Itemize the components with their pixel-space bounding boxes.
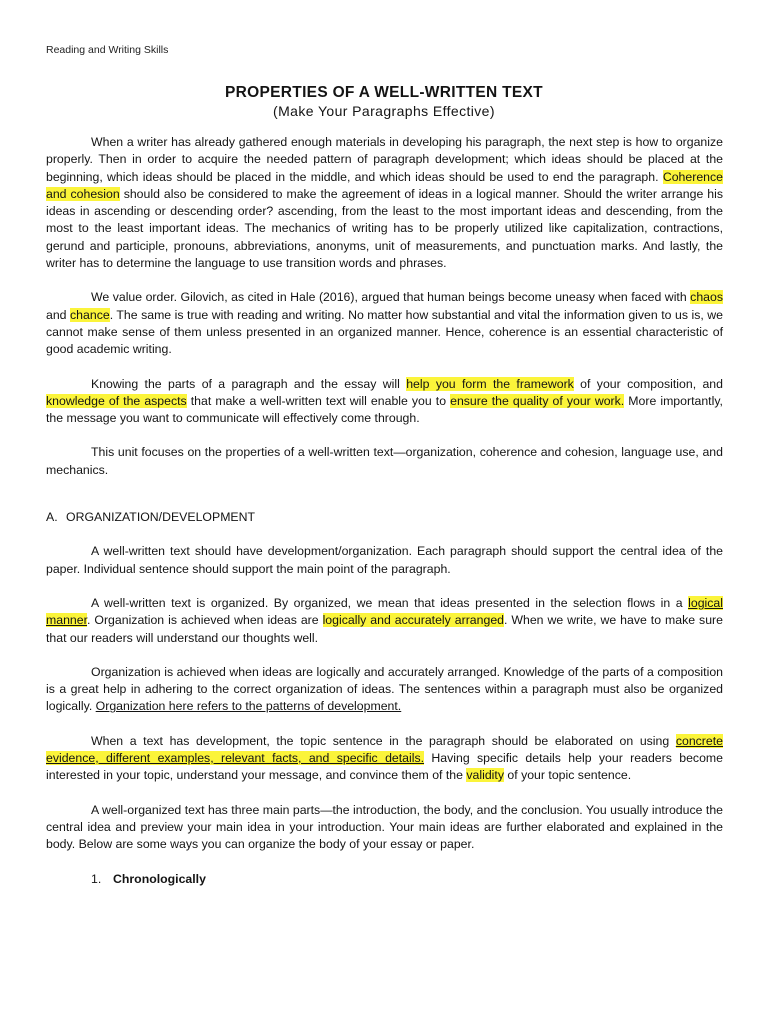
list-number: 1. <box>91 871 102 886</box>
highlight-chaos: chaos <box>690 290 723 305</box>
document-title: PROPERTIES OF A WELL-WRITTEN TEXT <box>225 84 543 101</box>
highlight-coherence-cohesion: Coherence and cohesion <box>46 169 723 201</box>
highlight-logically-arranged: logically and accurately arranged <box>322 613 504 628</box>
section-a-paragraph-5: A well-organized text has three main parts—the introduction, the body, and the conclusion. You usually introduce the central idea and preview your main idea in your introduction. Your main ideas are further elaborated and explained in the body. Below are some ways you can organize the body of your essay or paper. <box>46 802 723 852</box>
highlight-knowledge-aspects: knowledge of the aspects <box>46 393 187 408</box>
intro-paragraph-3: Knowing the parts of a paragraph and the essay will help you form the framework of your composition, and knowledge of the aspects that make a well-written text will enable you to ensure the quality of your work. More importantly, the message you want to communicate will effectively come through. <box>46 376 723 426</box>
underline-patterns-development: Organization here refers to the patterns of development. <box>95 699 402 714</box>
highlight-quality-work: ensure the quality of your work. <box>450 393 625 408</box>
section-a-heading <box>46 509 723 526</box>
intro-paragraph-2: We value order. Gilovich, as cited in Hale (2016), argued that human beings become uneasy when faced with chaos and chance. The same is true with reading and writing. No matter how substantial and vital the information given to us is, we cannot make sense of them unless presented in an organized manner. Hence, coherence is an essential characteristic of good academic writing. <box>46 290 723 357</box>
section-title: ORGANIZATION/DEVELOPMENT <box>66 510 256 525</box>
running-head: Reading and Writing Skills <box>46 44 169 56</box>
highlight-validity: validity <box>466 768 504 783</box>
highlight-framework: help you form the framework <box>406 376 574 391</box>
section-a-paragraph-4: When a text has development, the topic sentence in the paragraph should be elaborated on using concrete evidence, different examples, relevant facts, and specific details. Having specific details help your readers become interested in your topic, understand your message, and convince them of the validity of your topic sentence. <box>46 733 723 783</box>
list-label: Chronologically <box>113 871 206 886</box>
section-a-paragraph-1: A well-written text should have development/organization. Each paragraph should support the central idea of the paper. Individual sentence should support the main point of the paragraph. <box>46 544 723 576</box>
section-a-paragraph-3: Organization is achieved when ideas are logically and accurately arranged. Knowledge of the parts of a composition is a great help in adhering to the correct organization of ideas. The sentences within a paragraph must also be organized logically. Organization here refers to the patterns of development. <box>46 664 723 714</box>
document-body <box>46 134 723 888</box>
intro-paragraph-1: When a writer has already gathered enough materials in developing his paragraph, the next step is how to organize properly. Then in order to acquire the needed pattern of paragraph development; which ideas should be placed at the beginning, which ideas should be placed in the middle, and which ideas should be used to end the paragraph. Coherence and cohesion should also be considered to make the agreement of ideas in a logical manner. Should the writer arrange his ideas in ascending or descending order? ascending, from the least to the most important ideas and descending, from the most to the least important ideas. The mechanics of writing has to be properly utilized like capitalization, contractions, gerund and participle, pronouns, abbreviations, anonyms, unit of measurements, and punctuation marks. And lastly, the writer has to determine the language to use transition words and phrases. <box>46 135 723 271</box>
list-item <box>91 871 723 888</box>
intro-paragraph-4: This unit focuses on the properties of a well-written text—organization, coherence and cohesion, language use, and mechanics. <box>46 445 723 477</box>
highlight-logical-manner: logical manner <box>46 595 723 628</box>
highlight-concrete-evidence: concrete evidence, different examples, relevant facts, and specific details. <box>46 733 723 766</box>
highlight-chance: chance <box>70 307 110 322</box>
section-a-paragraph-2: A well-written text is organized. By organized, we mean that ideas presented in the selection flows in a logical manner. Organization is achieved when ideas are logically and accurately arranged. When we write, we have to make sure that our readers will understand our thoughts well. <box>46 595 723 645</box>
section-letter: A. <box>46 510 58 525</box>
document-subtitle: (Make Your Paragraphs Effective) <box>273 103 495 119</box>
